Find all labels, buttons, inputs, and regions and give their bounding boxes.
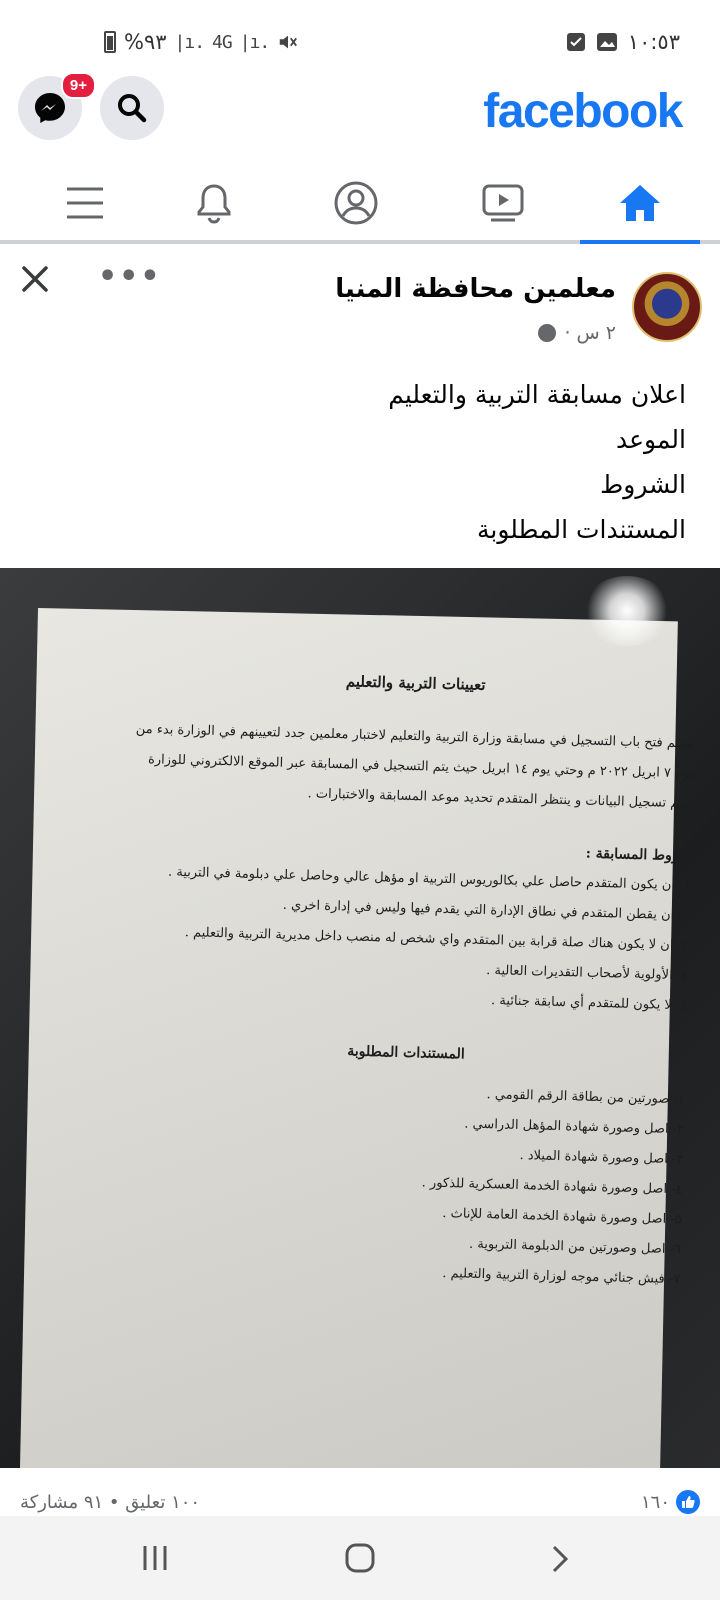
post-photo[interactable] bbox=[0, 568, 720, 1468]
signal-icon-2: |ı. bbox=[239, 31, 270, 53]
document-item: ٢- اصل وصورة شهادة المؤهل الدراسي . bbox=[464, 1116, 685, 1138]
search-button[interactable] bbox=[100, 76, 164, 140]
video-icon bbox=[481, 183, 525, 223]
home-icon bbox=[618, 183, 662, 223]
status-left bbox=[104, 30, 299, 54]
conditions-title: شروط المسابقة : bbox=[585, 845, 692, 865]
likes-summary[interactable] bbox=[641, 1490, 700, 1514]
post-text-line: الشروط bbox=[600, 470, 686, 499]
page-avatar[interactable] bbox=[632, 272, 702, 342]
post-meta bbox=[538, 322, 616, 344]
post-time[interactable]: ٢ س · bbox=[564, 322, 616, 344]
comments-shares-count[interactable]: ١٠٠ تعليق • ٩١ مشاركة bbox=[20, 1492, 201, 1513]
post-text-line: اعلان مسابقة التربية والتعليم bbox=[388, 380, 686, 409]
tab-home[interactable] bbox=[580, 166, 700, 240]
camera-flash-glare bbox=[582, 576, 672, 646]
battery-icon bbox=[104, 31, 116, 53]
condition-item: ١- ان يكون المتقدم حاصل علي بكالوريوس التربية او مؤهل عالي وحاصل علي دبلومة في التربية . bbox=[167, 864, 691, 894]
post-text bbox=[36, 372, 686, 552]
post-text-line: الموعد bbox=[616, 425, 686, 454]
condition-item: ٤- الأولوية لأصحاب التقديرات العالية . bbox=[486, 963, 689, 984]
tab-profile[interactable] bbox=[296, 166, 416, 240]
checkbox-notification-icon bbox=[566, 32, 586, 52]
messenger-badge: 9+ bbox=[61, 72, 96, 99]
reactions-bar bbox=[0, 1474, 720, 1514]
status-right bbox=[566, 30, 680, 54]
documents-title: المستندات المطلوبة bbox=[347, 1043, 465, 1063]
page-name[interactable]: معلمين محافظة المنيا bbox=[335, 274, 616, 304]
tab-menu[interactable] bbox=[25, 166, 145, 240]
battery-level: %٩٣ bbox=[124, 30, 167, 54]
messenger-icon bbox=[32, 90, 68, 126]
condition-item: ٣- ان لا يكون هناك صلة قرابة بين المتقدم واي شخص له منصب داخل مديرية التربية والتعليم . bbox=[184, 925, 690, 954]
document-item: ٥- اصل وصورة شهادة الخدمة العامة للإناث . bbox=[442, 1205, 682, 1228]
document-content bbox=[120, 661, 696, 1295]
home-nav-icon[interactable] bbox=[344, 1542, 376, 1574]
gallery-notification-icon bbox=[596, 32, 618, 52]
back-icon[interactable] bbox=[550, 1544, 570, 1574]
document-item: ٤- اصل وصورة شهادة الخدمة العسكرية للذكور . bbox=[421, 1175, 683, 1198]
android-nav-bar bbox=[0, 1516, 720, 1600]
tab-watch[interactable] bbox=[443, 166, 563, 240]
status-bar bbox=[0, 0, 720, 86]
document-item: ٧- فيش جنائي موجه لوزارة التربية والتعليم . bbox=[442, 1266, 681, 1288]
signal-icon: |ı. bbox=[174, 31, 205, 53]
more-options-icon[interactable]: ••• bbox=[98, 259, 162, 294]
condition-item: ٥- لا يكون للمتقدم أي سابقة جنائية . bbox=[490, 993, 688, 1014]
likes-count: ١٦٠ bbox=[640, 1491, 670, 1513]
active-tab-indicator bbox=[580, 240, 700, 244]
document-item: ٦- اصل وصورتين من الدبلومة التربوية . bbox=[468, 1236, 682, 1258]
document-title: تعيينات التربية والتعليم bbox=[345, 672, 486, 694]
document-item: ٣- اصل وصورة شهادة الميلاد . bbox=[519, 1147, 684, 1168]
clock: ١٠:٥٣ bbox=[627, 30, 680, 54]
close-icon[interactable] bbox=[20, 264, 50, 294]
document-intro: سيتم فتح باب التسجيل في مسابقة وزارة التربية والتعليم لاختبار معلمين جدد لتعيينهم في الوزارة بدء من يوم ٧ ابريل ٢٠٢٢ م وحتي يوم ١٤ ابريل حيث يتم التسجيل في المسابقة عبر الموقع الالكتروني للوزارة ويتم تسجيل البيانات و ينتظر المتقدم تحديد موعد المسابقة والاختبارات . bbox=[135, 721, 695, 812]
search-icon bbox=[115, 91, 149, 125]
network-type: 4G bbox=[212, 31, 232, 53]
post-text-line: المستندات المطلوبة bbox=[476, 515, 686, 544]
globe-icon bbox=[538, 324, 556, 342]
document-item: ١- صورتين من بطاقة الرقم القومي . bbox=[486, 1087, 686, 1108]
main-nav bbox=[0, 166, 720, 244]
recent-apps-icon[interactable] bbox=[140, 1544, 170, 1572]
profile-icon bbox=[333, 180, 379, 226]
menu-icon bbox=[65, 186, 105, 220]
tab-notifications[interactable] bbox=[154, 166, 274, 240]
condition-item: ٢- ان يقطن المتقدم في نطاق الإدارة التي يقدم فيها وليس في إدارة اخري . bbox=[282, 897, 690, 924]
like-reaction-icon bbox=[676, 1490, 700, 1514]
messenger-button[interactable] bbox=[18, 76, 87, 140]
bell-icon bbox=[194, 182, 234, 224]
facebook-logo[interactable]: facebook bbox=[483, 85, 682, 138]
mute-icon bbox=[277, 31, 299, 53]
